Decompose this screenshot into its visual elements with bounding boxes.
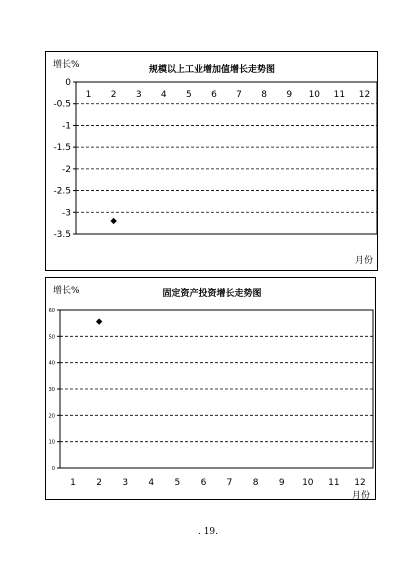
chart-investment-svg [46, 278, 377, 501]
y-tick-label: 0 [65, 78, 71, 88]
chart-panel-industrial [45, 51, 378, 271]
x-tick-label: 10 [308, 90, 321, 100]
y-tick-label: 0 [51, 466, 55, 472]
x-axis-label: 月份 [351, 491, 371, 501]
y-tick-label: -2.5 [53, 186, 71, 197]
y-tick-label: -1.5 [53, 143, 71, 154]
plot-area [53, 78, 377, 240]
y-tick-label: -0.5 [53, 99, 71, 110]
y-tick-label: -2 [62, 164, 71, 175]
x-tick-label: 3 [122, 478, 129, 488]
y-tick-label: 60 [48, 308, 55, 314]
x-tick-label: 4 [160, 90, 167, 100]
y-tick-label: 20 [48, 413, 55, 420]
x-tick-label: 6 [211, 90, 217, 100]
y-tick-label: -1 [62, 121, 71, 132]
y-axis-label: 增长% [53, 60, 80, 70]
chart-panel-investment [45, 277, 376, 500]
x-tick-label: 9 [286, 90, 293, 100]
plot-area [49, 308, 373, 488]
x-axis-label: 月份 [354, 256, 374, 266]
x-tick-label: 10 [302, 478, 314, 488]
data-point [110, 218, 116, 224]
chart-title: 固定资产投资增长走势图 [162, 289, 262, 299]
x-tick-label: 9 [278, 478, 285, 488]
x-tick-label: 8 [261, 90, 267, 100]
x-tick-label: 2 [96, 478, 102, 488]
x-tick-label: 2 [110, 90, 117, 100]
y-tick-label: 10 [48, 439, 55, 446]
x-tick-label: 3 [135, 90, 142, 100]
x-tick-label: 5 [174, 478, 181, 488]
x-tick-label: 11 [328, 478, 340, 488]
data-point [96, 318, 102, 324]
y-tick-label: -3 [62, 208, 71, 219]
x-tick-label: 11 [333, 90, 346, 100]
x-tick-label: 12 [358, 90, 371, 100]
x-tick-label: 12 [354, 478, 366, 488]
y-tick-label: -3.5 [53, 230, 71, 240]
page-number: . 19. [197, 527, 219, 537]
y-tick-label: 40 [48, 360, 55, 367]
x-tick-label: 4 [148, 478, 155, 488]
x-tick-label: 6 [200, 478, 207, 488]
plot-frame [76, 82, 377, 234]
chart-industrial-svg [46, 52, 379, 272]
x-tick-label: 1 [85, 90, 92, 100]
chart-title: 规模以上工业增加值增长走势图 [148, 65, 276, 75]
y-tick-label: 50 [48, 334, 55, 341]
x-tick-label: 7 [226, 478, 233, 488]
y-tick-label: 30 [48, 387, 55, 393]
x-tick-label: 5 [186, 90, 192, 100]
x-tick-label: 1 [70, 478, 76, 488]
x-tick-label: 7 [236, 90, 242, 100]
y-axis-label: 增长% [53, 286, 80, 296]
x-tick-label: 8 [252, 478, 259, 488]
